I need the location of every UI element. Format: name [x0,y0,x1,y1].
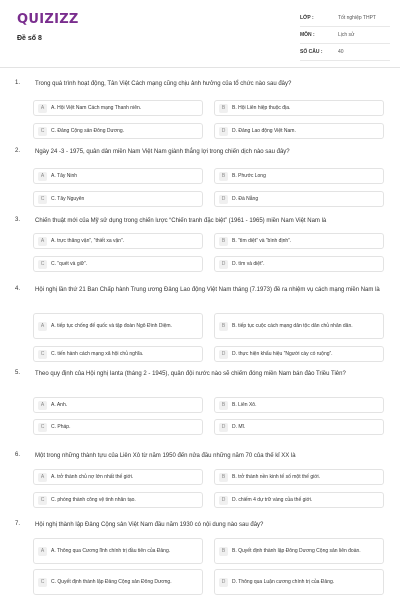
option-text: C. Tây Nguyên [51,195,85,202]
question-number: 4. [15,286,21,292]
option-text: B. Hội Liên hiệp thuộc địa. [232,104,291,111]
meta-label: MÔN : [300,32,315,38]
option-text: C. Quyết định thành lập Đảng Cộng sản Đông Dương. [51,578,172,585]
option-text: C. “quét và giữ”. [51,260,88,267]
option-b[interactable] [214,233,384,249]
option-letter: A [38,401,47,410]
option-text: A. Tây Ninh [51,172,78,179]
option-letter: D [219,127,228,136]
option-text: B. tiếp tục cuộc cách mạng dân tộc dân chủ nhân dân. [232,322,353,329]
option-letter: D [219,578,228,587]
question-number: 1. [15,80,21,86]
option-a[interactable] [33,469,203,485]
option-text: C. phóng thành công vệ tinh nhân tạo. [51,496,136,503]
option-b[interactable] [214,168,384,184]
option-letter: D [219,496,228,505]
option-text: A. trực thăng vận”, “thiết xa vận”. [51,237,125,244]
option-a[interactable] [33,397,203,413]
question-number: 2. [15,148,21,154]
option-letter: C [38,578,47,587]
question-number: 3. [15,217,21,223]
option-letter: C [38,127,47,136]
option-letter: B [219,401,228,410]
option-c[interactable] [33,123,203,139]
option-b[interactable] [214,538,384,564]
question-text: Hội nghị thành lập Đảng Cộng sản Việt Nam đầu năm 1930 có nội dung nào sau đây? [35,522,264,528]
option-letter: A [38,473,47,482]
question-text: Ngày 24 -3 - 1975, quân dân miền Nam Việt Nam giành thắng lợi trong chiến dịch nào sau đây? [35,149,290,155]
option-d[interactable] [214,256,384,272]
option-text: B. Quyết định thành lập Đông Dương Cộng sản liên đoàn. [232,547,361,554]
option-b[interactable] [214,313,384,339]
option-letter: B [219,172,228,181]
option-letter: C [38,260,47,269]
option-text: D. Thông qua Luận cương chính trị của Đảng. [232,578,335,585]
option-letter: B [219,104,228,113]
option-d[interactable] [214,191,384,207]
option-b[interactable] [214,469,384,485]
meta-value: Lịch sử [338,32,355,38]
option-c[interactable] [33,569,203,595]
page-header [0,0,400,68]
option-a[interactable] [33,168,203,184]
option-text: B. trở thành nền kinh tế số một thế giới. [232,473,320,480]
question-number: 5. [15,370,21,376]
option-letter: B [219,473,228,482]
option-d[interactable] [214,123,384,139]
option-text: D. thực hiện khẩu hiệu “Người cày có ruộng”. [232,350,333,357]
option-letter: D [219,260,228,269]
option-c[interactable] [33,419,203,435]
option-c[interactable] [33,256,203,272]
quizizz-logo: QUIZIZZ [17,12,79,27]
option-letter: D [219,423,228,432]
option-letter: D [219,350,228,359]
option-d[interactable] [214,492,384,508]
option-letter: A [38,547,47,556]
question-text: Theo quy định của Hội nghị Ianta (tháng 2 - 1945), quân đội nước nào sẽ chiếm đóng miền Nam bán đảo Triều Tiên? [35,371,346,377]
option-a[interactable] [33,233,203,249]
meta-row-count [300,44,390,61]
question-text: Một trong những thành tựu của Liên Xô từ năm 1950 đến nửa đầu những năm 70 của thế kỉ XX là [35,453,296,459]
option-letter: B [219,547,228,556]
option-b[interactable] [214,100,384,116]
option-text: D. Mĩ. [232,423,246,430]
meta-label: SỐ CÂU : [300,49,323,55]
option-a[interactable] [33,538,203,564]
question-number: 6. [15,452,21,458]
option-letter: C [38,423,47,432]
option-text: B. Phước Long [232,172,266,179]
option-d[interactable] [214,346,384,362]
meta-value: 40 [338,49,344,55]
option-text: A. trở thành chủ nợ lớn nhất thế giới. [51,473,134,480]
question-text: Hội nghị lần thứ 21 Ban Chấp hành Trung ương Đảng Lao động Việt Nam tháng (7.1973) đề ra nhiệm vụ cách mạng miền Nam là [35,287,380,293]
option-text: D. Đà Nẵng [232,195,259,202]
question-text: Chiến thuật mới của Mỹ sử dụng trong chiến lược “Chiến tranh đặc biệt” (1961 - 1965) miền Nam Việt Nam là [35,218,327,224]
meta-row-class [300,10,390,27]
option-text: B. Liên Xô. [232,401,257,408]
option-text: A. Hội Việt Nam Cách mạng Thanh niên. [51,104,142,111]
option-letter: A [38,104,47,113]
option-letter: A [38,237,47,246]
meta-label: LỚP : [300,15,314,21]
option-c[interactable] [33,346,203,362]
option-letter: D [219,195,228,204]
question-text: Trong quá trình hoạt động, Tân Việt Cách mạng cũng chịu ảnh hưởng của tổ chức nào sau đây? [35,81,292,87]
option-text: D. Đảng Lao động Việt Nam. [232,127,296,134]
option-a[interactable] [33,313,203,339]
option-d[interactable] [214,419,384,435]
meta-value: Tốt nghiệp THPT [338,15,376,21]
option-d[interactable] [214,569,384,595]
option-c[interactable] [33,492,203,508]
option-text: A. Thông qua Cương lĩnh chính trị đầu tiên của Đảng. [51,547,171,554]
option-text: A. tiếp tục chống đế quốc và tập đoàn Ngô Đình Diệm. [51,322,172,329]
option-letter: C [38,350,47,359]
option-a[interactable] [33,100,203,116]
meta-table [300,10,390,61]
option-letter: C [38,496,47,505]
option-letter: A [38,322,47,331]
option-text: A. Anh. [51,401,68,408]
option-text: C. Đảng Cộng sản Đông Dương. [51,127,125,134]
option-letter: B [219,237,228,246]
option-c[interactable] [33,191,203,207]
option-text: D. tìm và diệt”. [232,260,265,267]
page-title: Đề số 8 [17,35,42,42]
meta-row-subject [300,27,390,44]
option-text: C. Pháp. [51,423,71,430]
option-letter: B [219,322,228,331]
option-letter: A [38,172,47,181]
option-text: C. tiến hành cách mạng xã hội chủ nghĩa. [51,350,144,357]
question-number: 7. [15,521,21,527]
option-text: D. chiếm 4 dự trữ vàng của thế giới. [232,496,313,503]
option-b[interactable] [214,397,384,413]
option-text: B. “tìm diệt” và “bình định”. [232,237,292,244]
option-letter: C [38,195,47,204]
